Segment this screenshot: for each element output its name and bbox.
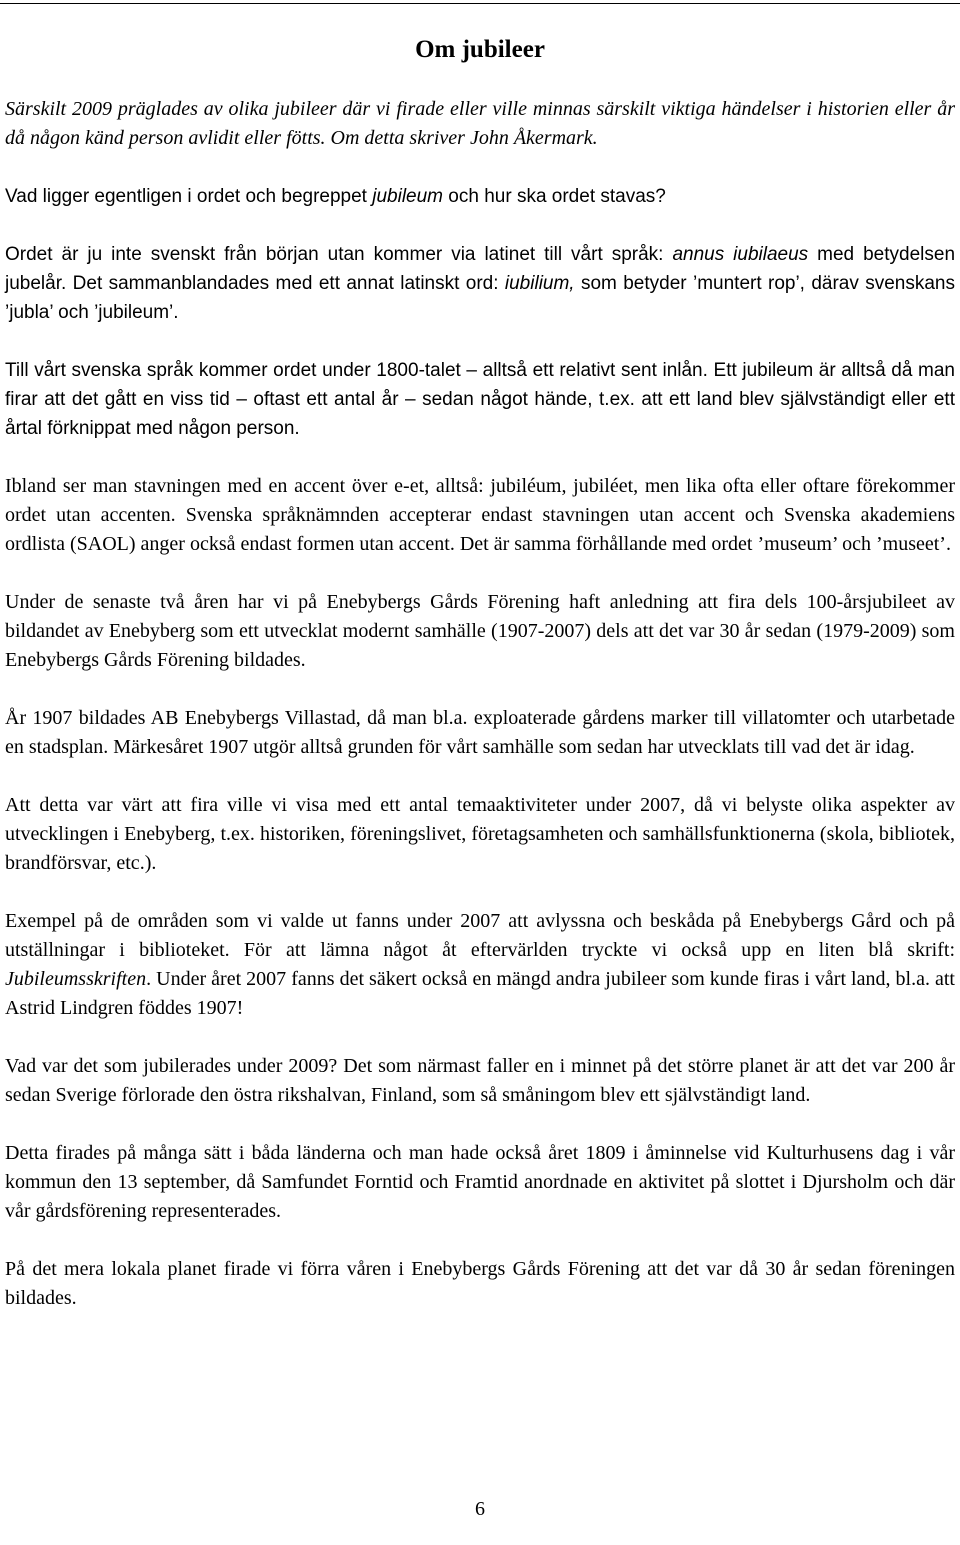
text-run: Exempel på de områden som vi valde ut fanns under 2007 att avlyssna och beskåda på Enebybergs Gård och på utställningar i biblioteket. För att lämna något åt eftervärlden tryckte vi också upp en liten blå skrift:: [5, 910, 955, 961]
text-run: och hur ska ordet stavas?: [443, 186, 666, 207]
paragraph-9: Vad var det som jubilerades under 2009? Det som närmast faller en i minnet på det större planet är att det var 200 år sedan Sverige förlorade den östra rikshalvan, Finland, som så småningom blev ett självständigt land.: [5, 1055, 955, 1106]
paragraph-2: [5, 240, 955, 327]
paragraph-11: På det mera lokala planet firade vi förra våren i Enebybergs Gårds Förening att det var då 30 år sedan föreningen bildades.: [5, 1258, 955, 1309]
top-rule: [0, 3, 960, 4]
emphasis: iubilium,: [504, 273, 575, 294]
paragraph-1: [5, 182, 955, 211]
paragraph-10: Detta firades på många sätt i båda länderna och man hade också året 1809 i åminnelse vid Kulturhusens dag i vår kommun den 13 september, då Samfundet Forntid och Framtid anordnade en aktivitet på slottet i Djursholm och där vår gårdsförening representerades.: [5, 1142, 955, 1222]
paragraph-8: [5, 907, 955, 1023]
intro-paragraph: Särskilt 2009 präglades av olika jubileer där vi firade eller ville minnas särskilt viktiga händelser i historien eller år då någon känd person avlidit eller fötts. Om detta skriver John Åkermark.: [5, 98, 955, 149]
emphasis: annus iubilaeus: [672, 244, 809, 265]
text-run: Det sammanblandades med ett annat latinskt ord:: [72, 273, 505, 294]
paragraph-5: Under de senaste två åren har vi på Enebybergs Gårds Förening haft anledning att fira dels 100-årsjubileet av bildandet av Enebyberg som ett utvecklat modernt samhälle (1907-2007) dels att det var 30 år sedan (1979-2009) som Enebybergs Gårds Förening bildades.: [5, 591, 955, 671]
paragraph-6: År 1907 bildades AB Enebybergs Villastad, då man bl.a. exploaterade gårdens marker till villatomter och utarbetade en stadsplan. Märkesåret 1907 utgör alltså grunden för vårt samhälle som sedan har utvecklats till vad det är idag.: [5, 707, 955, 758]
emphasis: Jubileumsskriften: [5, 968, 147, 990]
text-run: Ordet är ju inte svenskt från början utan kommer via latinet till vårt språk:: [5, 244, 673, 265]
paragraph-3: Till vårt svenska språk kommer ordet under 1800-talet – alltså ett relativt sent inlån. Ett jubileum är alltså då man firar att det gått en viss tid – oftast ett antal år – sedan något hände, t.ex. att ett land blev självständigt eller ett årtal förknippat med någon person.: [5, 360, 955, 439]
text-run: med betydelsen jubelår.: [5, 244, 956, 294]
article-body: [5, 95, 955, 1342]
page-title: Om jubileer: [415, 36, 545, 63]
emphasis: jubileum: [372, 186, 444, 207]
page-number: 6: [475, 1498, 485, 1520]
text-run: Vad ligger egentligen i ordet och begreppet: [5, 186, 373, 207]
paragraph-4: Ibland ser man stavningen med en accent över e-et, alltså: jubiléum, jubiléet, men lika ofta eller oftare förekommer ordet utan accenten. Svenska språknämnden accepterar endast stavningen utan accent och Svenska akademiens ordlista (SAOL) anger också endast formen utan accent. Det är samma förhållande med ordet ’museum’ och ’museet’.: [5, 475, 955, 555]
text-run: som betyder ’muntert rop’, därav svenskans ’jubla’ och ’jubileum’.: [5, 273, 955, 323]
paragraph-7: Att detta var värt att fira ville vi visa med ett antal temaaktiviteter under 2007, då vi belyste olika aspekter av utvecklingen i Enebyberg, t.ex. historiken, föreningslivet, företagsamheten och samhällsfunktionerna (skola, bibliotek, brandförsvar, etc.).: [5, 794, 955, 874]
text-run: . Under året 2007 fanns det säkert också en mängd andra jubileer som kunde firas i vårt land, bl.a. att Astrid Lindgren föddes 1907!: [5, 968, 955, 1019]
